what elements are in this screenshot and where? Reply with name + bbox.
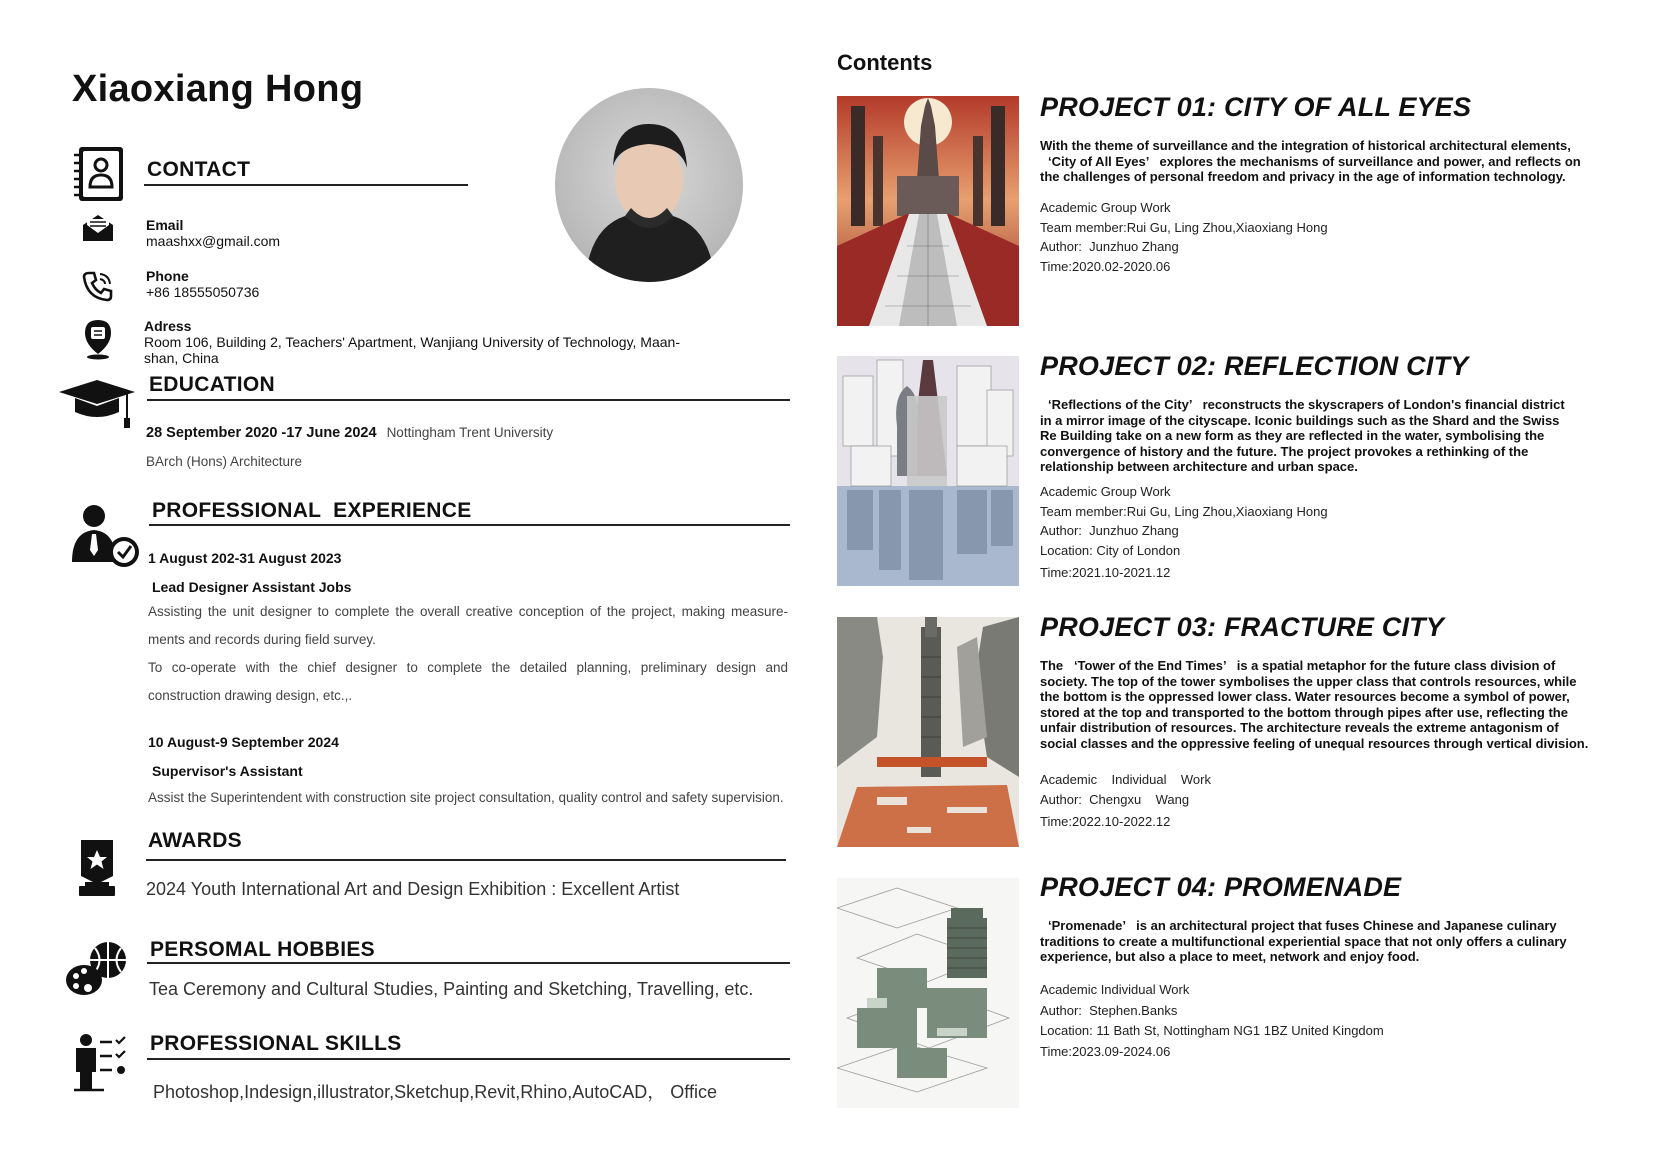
email-value[interactable]: maashxx@gmail.com [146,233,281,249]
project-02-description [1040,397,1610,475]
education-school: Nottingham Trent University [386,425,554,440]
project-04-thumbnail[interactable] [837,878,1019,1108]
project-04-desc-line-2: traditions to create a multifunctional experiential space that not only offers a culinary [1040,933,1567,949]
project-04-meta-3: Location: 11 Bath St, Nottingham NG1 1BZ United Kingdom [1040,1023,1384,1038]
education-degree: BArch (Hons) Architecture [146,454,303,469]
project-04-meta-4: Time:2023.09-2024.06 [1040,1043,1171,1059]
project-01-meta-4: Time:2020.02-2020.06 [1040,258,1171,274]
project-03-meta-1: Academic Individual Work [1040,772,1211,787]
job-1-role: Lead Designer Assistant Jobs [152,579,352,595]
project-03-desc-line-2: society. The top of the tower symbolises the upper class that controls resources, while [1040,673,1577,689]
project-03-desc-line-4: stored at the top and transported to the bottom through pipes after use, reflecting the [1040,704,1568,720]
phone-icon [80,268,116,304]
project-02-meta-1: Academic Group Work [1040,484,1171,499]
project-01-title[interactable]: PROJECT 01: CITY OF ALL EYES [1040,92,1472,122]
experience-title-text: PROFESSIONAL EXPERIENCE [152,499,472,522]
job-1-line-1: Assisting the unit designer to complete the overall creative conception of the project, making measure- [148,604,788,619]
awards-title: AWARDS [148,829,242,852]
project-03-desc-line-6: social classes and the oppressive feeling of unequal resources through vertical division. [1040,735,1589,751]
project-01-desc-line-1: With the theme of surveillance and the integration of historical architectural elements, [1040,138,1571,153]
experience-divider [149,524,790,526]
project-01-meta [1040,198,1328,276]
contact-title: CONTACT [147,158,251,181]
project-03-thumbnail[interactable] [837,617,1019,847]
project-02-meta-4: Location: City of London [1040,542,1181,558]
project-02-desc-line-1: ‘Reflections of the City’ reconstructs the skyscrapers of London's financial district [1048,397,1565,412]
address-line-1: Room 106, Building 2, Teachers' Apartment, Wanjiang University of Technology, Maan- [144,334,680,350]
project-01-meta-2: Team member:Rui Gu, Ling Zhou,Xiaoxiang Hong [1040,219,1328,235]
award-item: 2024 Youth International Art and Design Exhibition : Excellent Artist [146,879,680,899]
awards-divider [146,859,786,861]
envelope-icon [80,212,116,244]
project-03-desc-line-5: unfair distribution of resources. The architecture reveals the extreme antagonism of [1040,720,1559,735]
email-label: Email [146,217,184,233]
palette-basketball-icon [64,940,130,998]
project-03-meta-3: Time:2022.10-2022.12 [1040,814,1171,829]
address-label: Adress [144,318,192,334]
project-02-meta [1040,482,1328,583]
project-02-meta-3: Author: Junzhuo Zhang [1040,523,1179,538]
project-02-meta-2: Team member:Rui Gu, Ling Zhou,Xiaoxiang Hong [1040,503,1328,519]
address-line-2: shan, China [144,350,219,366]
job-2-role: Supervisor's Assistant [152,763,303,779]
job-2-dates: 10 August-9 September 2024 [148,734,339,750]
project-02-title[interactable]: PROJECT 02: REFLECTION CITY [1040,351,1469,381]
project-01-desc-line-3: the challenges of personal freedom and privacy in the age of information technology. [1040,169,1566,184]
hobbies-item: Tea Ceremony and Cultural Studies, Painting and Sketching, Travelling, etc. [149,979,754,999]
project-03-desc-line-1: The ‘Tower of the End Times’ is a spatial metaphor for the future class division of [1040,658,1556,673]
hobbies-divider [147,962,790,964]
project-02-thumbnail[interactable] [837,356,1019,586]
project-02-desc-line-5: relationship between architecture and urban space. [1040,459,1358,474]
project-04-desc-line-3: experience, but also a place to meet, network and enjoy food. [1040,949,1420,964]
project-04-meta-2: Author: Stephen.Banks [1040,1002,1178,1018]
project-02-desc-line-4: convergence of history and the future. The project provokes a rethinking of the [1040,443,1529,459]
education-divider [147,399,790,401]
job-1-line-4: construction drawing design, etc.,. [148,688,353,703]
contact-book-icon [70,144,128,204]
profile-photo [555,88,743,282]
project-04-description [1040,918,1610,965]
professional-badge-icon [68,502,142,572]
resume-name: Xiaoxiang Hong [72,68,364,110]
job-1-dates: 1 August 202-31 August 2023 [148,550,342,566]
project-03-meta [1040,770,1211,832]
project-04-meta-1: Academic Individual Work [1040,982,1190,997]
education-title: EDUCATION [149,373,275,396]
job-2-line-1: Assist the Superintendent with construction site project consultation, quality control and safety supervision. [148,790,784,805]
graduation-cap-icon [56,378,138,430]
project-03-title[interactable]: PROJECT 03: FRACTURE CITY [1040,612,1445,642]
project-01-desc-line-2: ‘City of All Eyes’ explores the mechanisms of surveillance and power, and reflects on [1048,153,1581,169]
job-1-description [148,598,788,710]
hobbies-title: PERSOMAL HOBBIES [150,938,375,961]
project-04-desc-line-1: ‘Promenade’ is an architectural project that fuses Chinese and Japanese culinary [1048,918,1557,933]
presenter-checklist-icon [72,1032,134,1094]
job-1-line-3: To co-operate with the chief designer to complete the detailed planning, preliminary design and [148,660,788,675]
project-01-description [1040,138,1610,185]
education-entry [146,425,553,441]
project-03-meta-2: Author: Chengxu Wang [1040,791,1190,807]
project-02-desc-line-3: Re Building take on a new form as they are reflected in the water, symbolising the [1040,428,1545,443]
education-dates: 28 September 2020 -17 June 2024 [146,425,377,441]
contact-divider [144,184,468,186]
skills-item: Photoshop,Indesign,illustrator,Sketchup,Revit,Rhino,AutoCAD， Office [153,1082,717,1102]
experience-title [152,499,472,523]
phone-label: Phone [146,268,189,284]
project-02-desc-line-2: in a mirror image of the cityscape. Iconic buildings such as the Shard and the Swiss [1040,412,1560,428]
project-04-title[interactable]: PROJECT 04: PROMENADE [1040,872,1402,902]
project-01-meta-3: Author: Junzhuo Zhang [1040,239,1179,254]
skills-divider [147,1058,790,1060]
job-1-line-2: ments and records during field survey. [148,632,376,647]
phone-value[interactable]: +86 18555050736 [146,284,260,300]
project-01-thumbnail[interactable] [837,96,1019,326]
skills-title: PROFESSIONAL SKILLS [150,1032,402,1055]
project-03-desc-line-3: the bottom is the oppressed lower class. Water resources become a symbol of power, [1040,689,1570,704]
location-pin-icon [80,318,116,360]
project-04-meta [1040,980,1384,1062]
trophy-award-icon [76,836,118,898]
project-02-meta-5: Time:2021.10-2021.12 [1040,565,1171,580]
contents-title: Contents [837,50,933,75]
project-01-meta-1: Academic Group Work [1040,200,1171,215]
project-03-description [1040,658,1620,751]
